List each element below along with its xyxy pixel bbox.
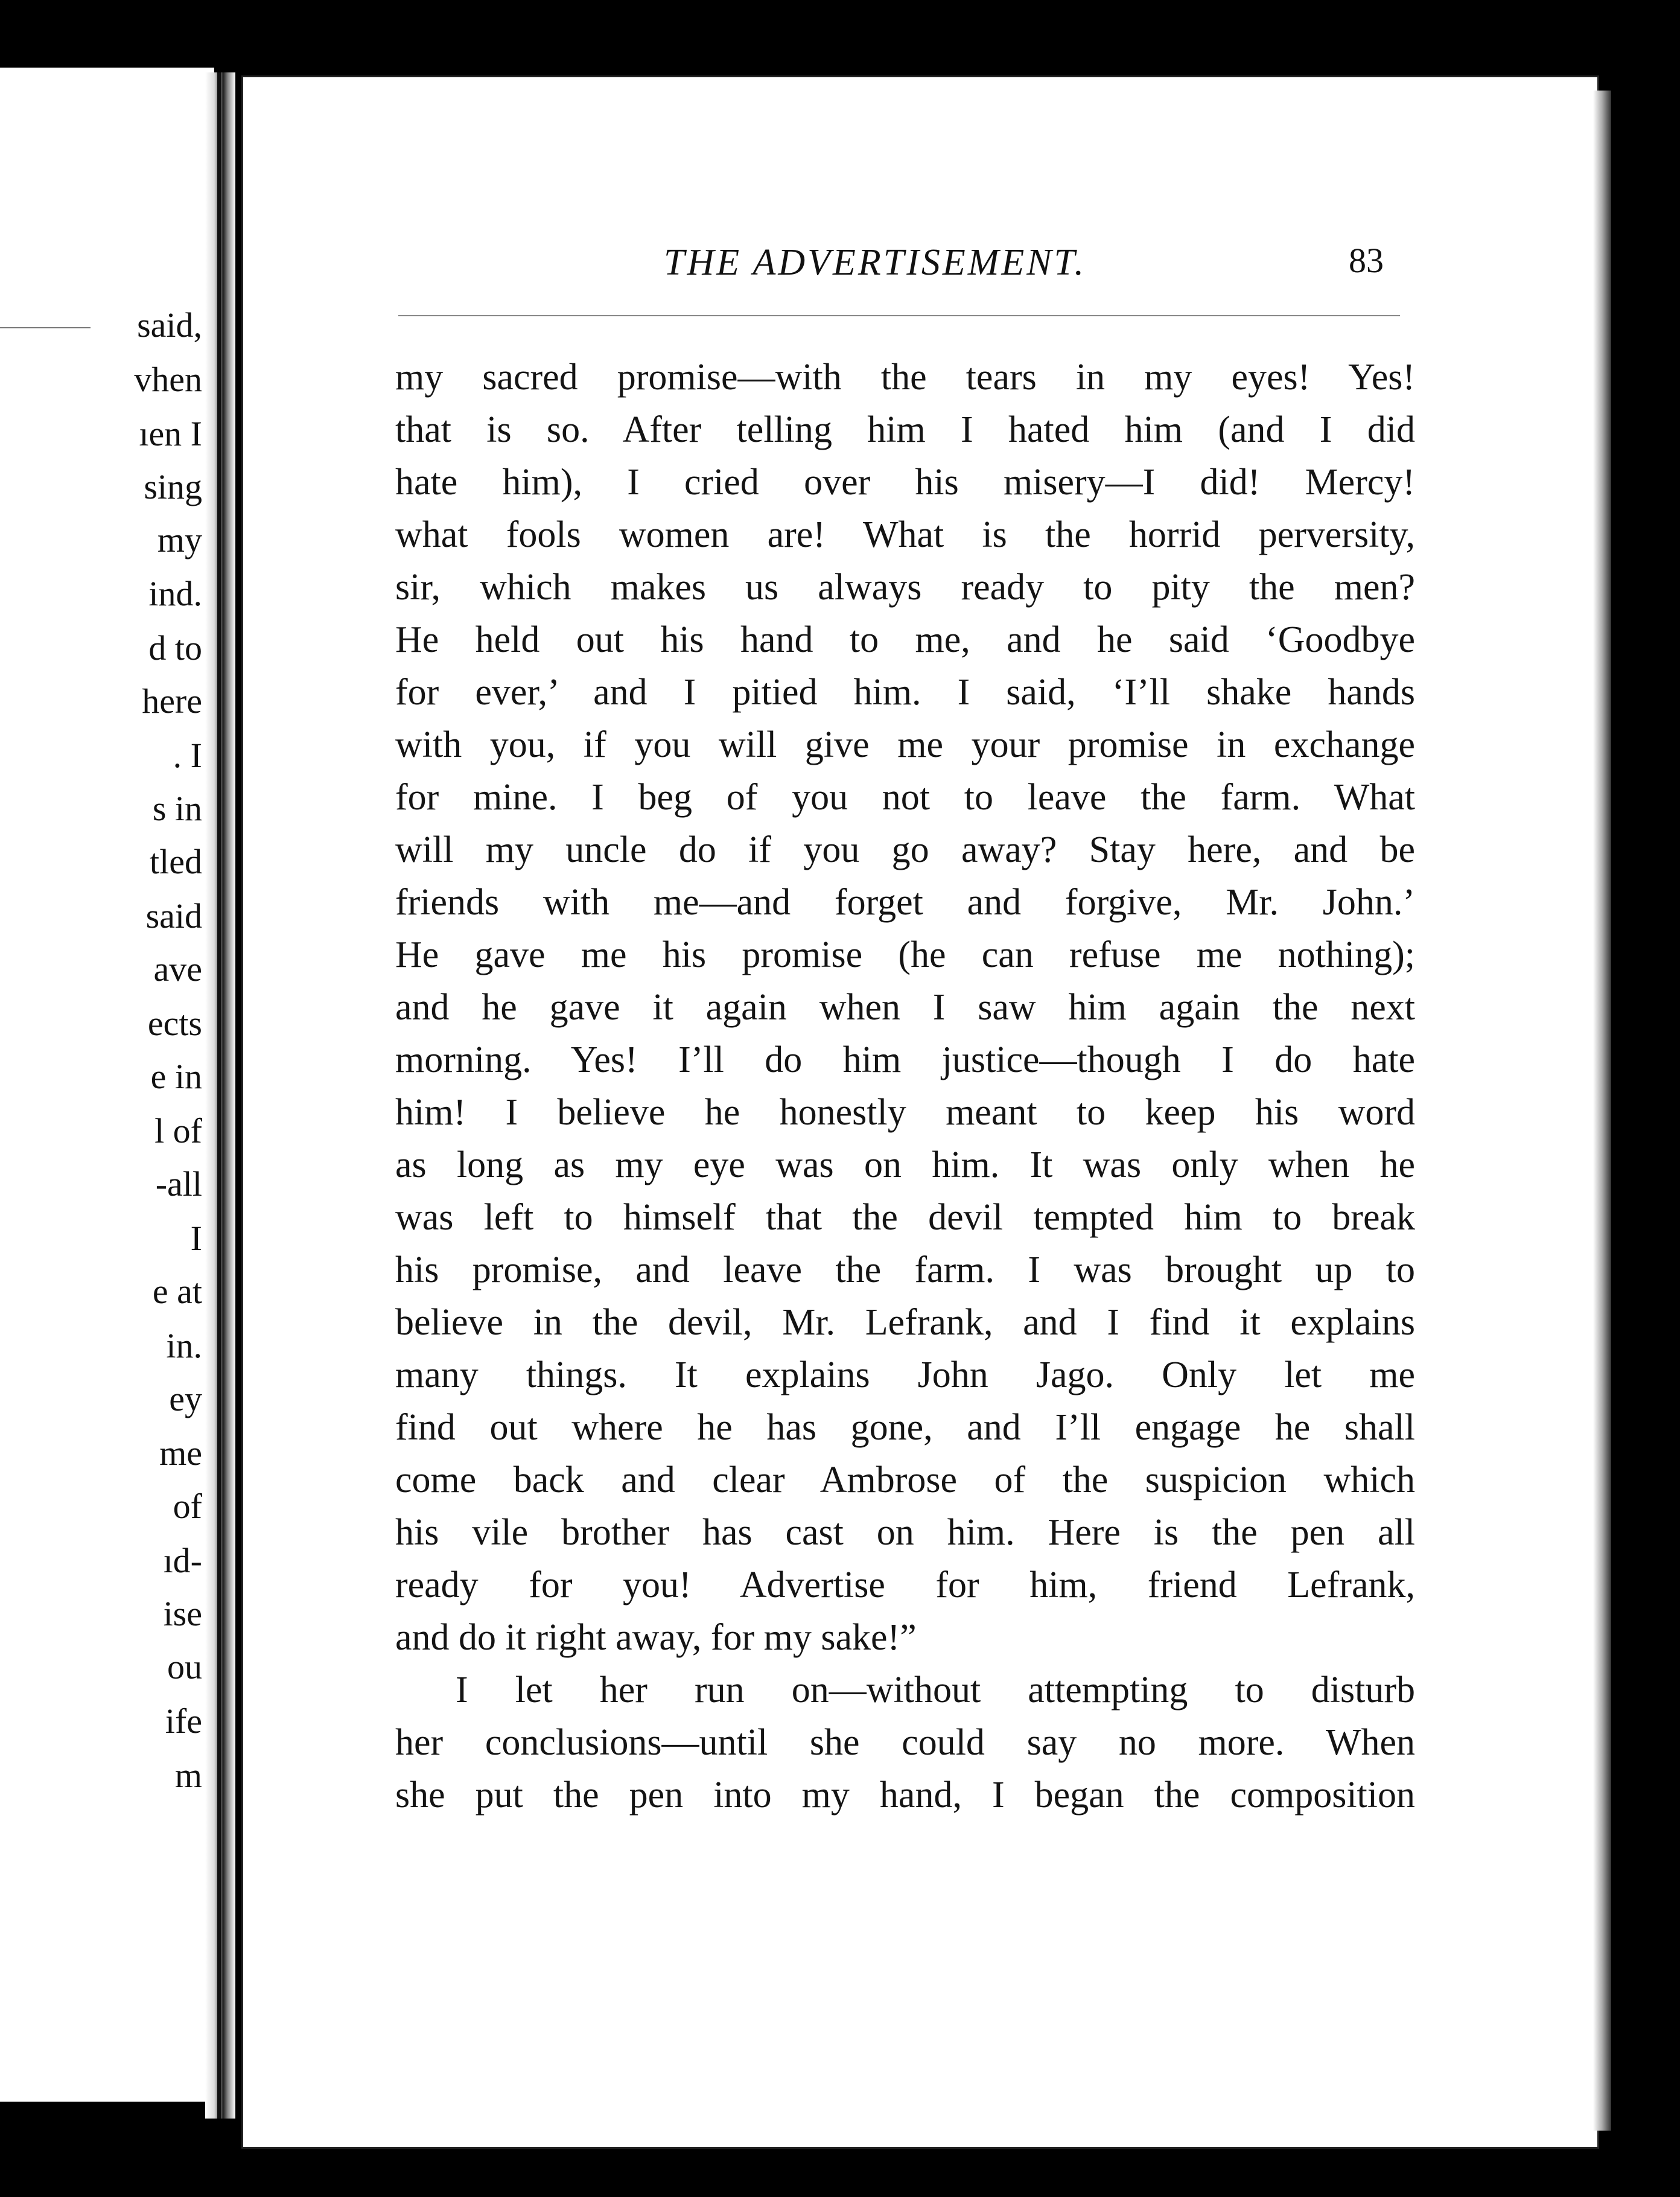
text-line: and do it right away, for my sake!” [395,1617,917,1658]
previous-page-line: of [173,1487,202,1526]
text-line: for ever,’ and I pitied him. I said, ‘I’ll shake hands [395,672,1415,713]
previous-page-line: . I [173,736,202,775]
paragraph-1 [395,351,1415,1664]
previous-page-line: m [174,1756,202,1795]
previous-page-line: ind. [148,574,202,613]
text-line: find out where he has gone, and I’ll engage he shall [395,1407,1415,1448]
text-line: He gave me his promise (he can refuse me nothing); [395,934,1415,975]
previous-page-line: d to [148,628,202,668]
text-line: friends with me—and forget and forgive, Mr. John.’ [395,882,1415,923]
previous-page-line: here [142,681,202,721]
previous-page-line: my [157,520,202,560]
text-line: and he gave it again when I saw him again the next [395,987,1415,1028]
running-head: THE ADVERTISEMENT. [664,242,1087,283]
text-line: him! I believe he honestly meant to keep his word [395,1092,1415,1133]
text-line: with you, if you will give me your promise in exchange [395,724,1415,765]
text-line: she put the pen into my hand, I began the composition [395,1774,1415,1816]
text-line: for mine. I beg of you not to leave the farm. What [395,777,1415,818]
text-line: my sacred promise—with the tears in my eyes! Yes! [395,357,1415,398]
previous-page-line: ey [169,1379,202,1418]
page-number: 83 [1349,241,1384,280]
previous-page-line: l of [154,1111,202,1150]
text-line: many things. It explains John Jago. Only let me [395,1354,1415,1395]
header-rule [398,315,1400,316]
previous-page-line: ife [165,1701,202,1741]
text-line: believe in the devil, Mr. Lefrank, and I find it explains [395,1302,1415,1343]
text-line: was left to himself that the devil tempted him to break [395,1197,1415,1238]
binding-line [217,72,221,2119]
text-line: as long as my eye was on him. It was only when he [395,1144,1415,1185]
text-line: hate him), I cried over his misery—I did! Mercy! [395,462,1415,503]
previous-page-line: -all [155,1164,202,1204]
text-line: will my uncle do if you go away? Stay here, and be [395,829,1415,870]
page-edge [1593,91,1611,2131]
text-line: his promise, and leave the farm. I was brought up to [395,1249,1415,1290]
text-line: her conclusions—until she could say no more. When [395,1722,1415,1763]
text-line: He held out his hand to me, and he said ‘Goodbye [395,619,1415,660]
previous-page-fragment [0,68,214,2102]
text-line: what fools women are! What is the horrid perversity, [395,514,1415,555]
previous-page-line: ave [153,949,202,989]
previous-page-line: said, [137,305,202,345]
text-line: his vile brother has cast on him. Here is the pen all [395,1512,1415,1553]
previous-page-line: ıd- [163,1541,202,1580]
previous-page-line: said [145,896,202,936]
previous-page-line: in. [166,1326,202,1365]
previous-page-line: sing [144,467,202,506]
paragraph-2 [395,1664,1415,1822]
previous-page-rule [0,327,91,328]
text-line: that is so. After telling him I hated him (and I did [395,409,1415,450]
previous-page-line: s in [152,789,202,828]
previous-page-line: e in [150,1057,202,1096]
text-line: sir, which makes us always ready to pity the men? [395,567,1415,608]
previous-page-line: vhen [134,360,202,399]
previous-page-line: I [190,1219,202,1258]
previous-page-line: tled [150,842,202,881]
previous-page-line: ise [163,1594,202,1633]
previous-page-line: ou [167,1647,202,1686]
previous-page-line: ıen I [139,414,202,453]
body-text [395,351,1415,1822]
text-line: ready for you! Advertise for him, friend Lefrank, [395,1564,1415,1606]
text-line: come back and clear Ambrose of the suspicion which [395,1459,1415,1500]
text-line: I let her run on—without attempting to disturb [456,1669,1415,1711]
previous-page-line: me [159,1433,202,1473]
previous-page-line: ects [147,1004,202,1043]
text-line: morning. Yes! I’ll do him justice—though I do hate [395,1039,1415,1080]
previous-page-line: e at [152,1272,202,1311]
